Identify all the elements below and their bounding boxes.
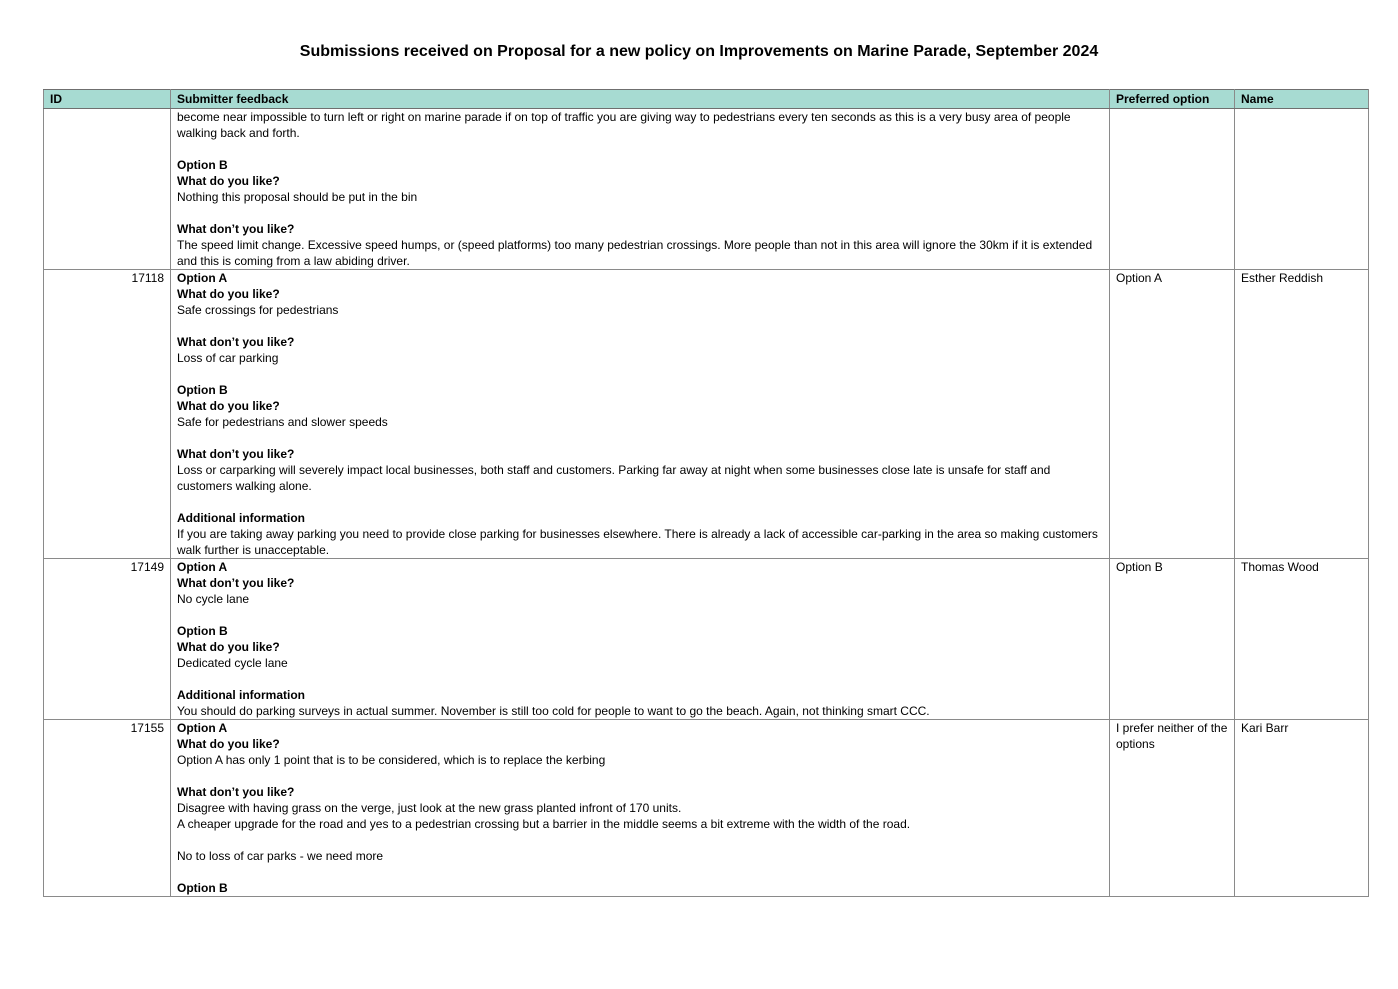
feedback-text: A cheaper upgrade for the road and yes to a pedestrian crossing but a barrier in the middle seems a bit extreme with the width of the road. [177, 817, 911, 831]
table-row [44, 720, 1369, 897]
page-title: Submissions received on Proposal for a new policy on Improvements on Marine Parade, September 2024 [299, 43, 1099, 60]
preferred-option [1110, 109, 1235, 270]
feedback-heading: What do you like? [177, 287, 280, 301]
feedback-text: Loss of car parking [177, 351, 279, 365]
feedback-heading: Additional information [177, 511, 305, 525]
table-row [44, 109, 1369, 270]
feedback-text: If you are taking away parking you need to provide close parking for businesses elsewhere. There is already a lack of accessible car-parking in the area so making customers walk further is unacceptable. [177, 527, 1098, 557]
feedback-heading: What do you like? [177, 640, 280, 654]
feedback-text: Nothing this proposal should be put in the bin [177, 190, 418, 204]
feedback-heading: Option B [177, 881, 228, 895]
feedback-heading: Option B [177, 383, 228, 397]
feedback-spacer [177, 205, 1103, 221]
feedback-spacer [177, 832, 1103, 848]
table-row [44, 559, 1369, 720]
feedback-text: Dedicated cycle lane [177, 656, 288, 670]
feedback-spacer [177, 671, 1103, 687]
feedback-heading: What don’t you like? [177, 447, 295, 461]
feedback-text: Disagree with having grass on the verge, just look at the new grass planted infront of 170 units. [177, 801, 682, 815]
table-row [44, 270, 1369, 559]
submission-id [44, 109, 171, 270]
feedback-heading: What do you like? [177, 737, 280, 751]
feedback-heading: What do you like? [177, 399, 280, 413]
feedback-text: Safe crossings for pedestrians [177, 303, 339, 317]
submitter-name: Kari Barr [1235, 720, 1369, 897]
submission-id: 17118 [44, 270, 171, 559]
feedback-spacer [177, 430, 1103, 446]
feedback-spacer [177, 318, 1103, 334]
feedback-heading: Option B [177, 158, 228, 172]
feedback-heading: Additional information [177, 688, 305, 702]
submitter-feedback [171, 720, 1110, 897]
header-id: ID [44, 90, 171, 109]
header-name: Name [1235, 90, 1369, 109]
header-feedback: Submitter feedback [171, 90, 1110, 109]
submission-id: 17149 [44, 559, 171, 720]
feedback-heading: Option B [177, 624, 228, 638]
submitter-feedback [171, 270, 1110, 559]
feedback-heading: Option A [177, 721, 228, 735]
feedback-heading: What don’t you like? [177, 335, 295, 349]
feedback-text: No cycle lane [177, 592, 250, 606]
feedback-text: Loss or carparking will severely impact local businesses, both staff and customers. Parking far away at night when some businesses close late is unsafe for staff and customers walking alone. [177, 463, 1051, 493]
table-body [44, 109, 1369, 897]
feedback-spacer [177, 494, 1103, 510]
feedback-spacer [177, 141, 1103, 157]
submitter-name: Thomas Wood [1235, 559, 1369, 720]
submissions-table [43, 89, 1369, 897]
feedback-spacer [177, 864, 1103, 880]
feedback-text: Safe for pedestrians and slower speeds [177, 415, 388, 429]
feedback-heading: Option A [177, 560, 228, 574]
feedback-text: You should do parking surveys in actual summer. November is still too cold for people to want to go the beach. Again, not thinking smart CCC. [177, 704, 930, 718]
feedback-heading: What don’t you like? [177, 785, 295, 799]
feedback-text: Option A has only 1 point that is to be considered, which is to replace the kerbing [177, 753, 606, 767]
header-preferred-option: Preferred option [1110, 90, 1235, 109]
feedback-spacer [177, 768, 1103, 784]
feedback-heading: What don’t you like? [177, 222, 295, 236]
feedback-heading: What do you like? [177, 174, 280, 188]
submission-id: 17155 [44, 720, 171, 897]
feedback-heading: What don’t you like? [177, 576, 295, 590]
feedback-spacer [177, 366, 1103, 382]
submitter-feedback [171, 109, 1110, 270]
table-header-row [44, 90, 1369, 109]
preferred-option: Option A [1110, 270, 1235, 559]
submitter-feedback [171, 559, 1110, 720]
feedback-text: become near impossible to turn left or right on marine parade if on top of traffic you are giving way to pedestrians every ten seconds as this is a very busy area of people walking back and forth. [177, 110, 1071, 140]
feedback-text: The speed limit change. Excessive speed humps, or (speed platforms) too many pedestrian crossings. More people than not in this area will ignore the 30km if it is extended and this is coming from a law abiding driver. [177, 238, 1093, 268]
submitter-name: Esther Reddish [1235, 270, 1369, 559]
feedback-spacer [177, 607, 1103, 623]
preferred-option: Option B [1110, 559, 1235, 720]
feedback-text: No to loss of car parks - we need more [177, 849, 384, 863]
submitter-name [1235, 109, 1369, 270]
feedback-heading: Option A [177, 271, 228, 285]
preferred-option: I prefer neither of the options [1110, 720, 1235, 897]
